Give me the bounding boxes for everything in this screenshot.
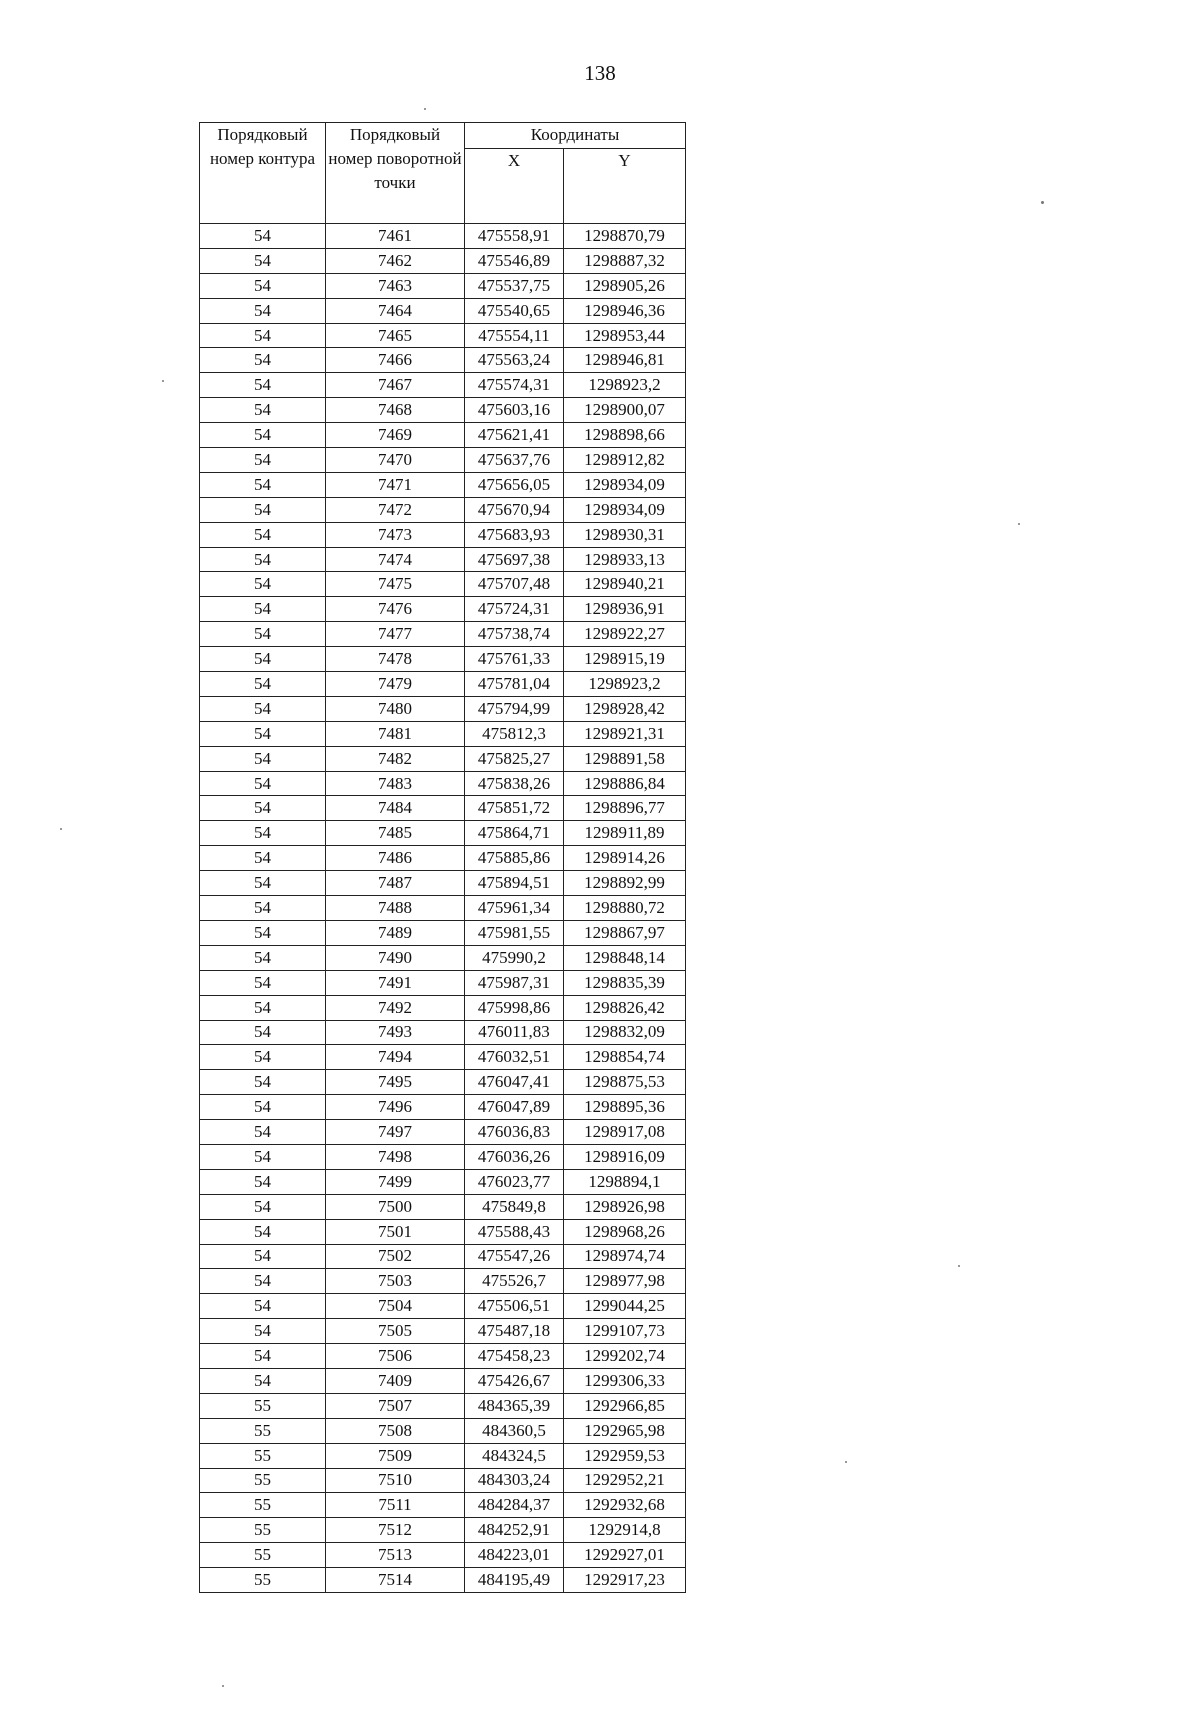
table-row (200, 472, 686, 497)
cell-x: 475621,41 (465, 423, 564, 448)
cell-x: 475574,31 (465, 373, 564, 398)
cell-x: 475851,72 (465, 796, 564, 821)
cell-contour: 54 (200, 746, 326, 771)
cell-contour: 54 (200, 1095, 326, 1120)
cell-x: 475603,16 (465, 398, 564, 423)
cell-x: 475506,51 (465, 1294, 564, 1319)
cell-y: 1292959,53 (564, 1443, 686, 1468)
cell-contour: 54 (200, 871, 326, 896)
table-row (200, 1393, 686, 1418)
table-row (200, 1070, 686, 1095)
table-row (200, 1020, 686, 1045)
scan-speck (162, 380, 164, 382)
coordinates-table (199, 122, 686, 1593)
cell-contour: 54 (200, 398, 326, 423)
cell-x: 476011,83 (465, 1020, 564, 1045)
scan-speck (1041, 201, 1044, 204)
cell-contour: 54 (200, 1194, 326, 1219)
cell-x: 475825,27 (465, 746, 564, 771)
cell-x: 476047,89 (465, 1095, 564, 1120)
table-row (200, 721, 686, 746)
table-row (200, 1244, 686, 1269)
cell-point: 7473 (326, 522, 465, 547)
cell-y: 1298946,36 (564, 298, 686, 323)
table-body (200, 224, 686, 1593)
cell-contour: 54 (200, 248, 326, 273)
cell-point: 7498 (326, 1144, 465, 1169)
table-row (200, 796, 686, 821)
table-row (200, 696, 686, 721)
cell-x: 475547,26 (465, 1244, 564, 1269)
cell-point: 7495 (326, 1070, 465, 1095)
cell-contour: 54 (200, 1020, 326, 1045)
scan-speck (60, 828, 62, 830)
cell-point: 7511 (326, 1493, 465, 1518)
scan-speck (845, 1461, 847, 1463)
cell-x: 484303,24 (465, 1468, 564, 1493)
cell-contour: 55 (200, 1493, 326, 1518)
table-row (200, 1543, 686, 1568)
cell-y: 1292914,8 (564, 1518, 686, 1543)
cell-contour: 54 (200, 647, 326, 672)
cell-contour: 54 (200, 423, 326, 448)
table-row (200, 622, 686, 647)
table-row (200, 1493, 686, 1518)
cell-y: 1298940,21 (564, 572, 686, 597)
cell-y: 1298930,31 (564, 522, 686, 547)
cell-contour: 54 (200, 448, 326, 473)
cell-y: 1298974,74 (564, 1244, 686, 1269)
header-y: Y (564, 149, 686, 224)
cell-x: 475554,11 (465, 323, 564, 348)
cell-y: 1298905,26 (564, 273, 686, 298)
cell-contour: 54 (200, 1120, 326, 1145)
table-row (200, 1219, 686, 1244)
cell-contour: 54 (200, 1144, 326, 1169)
table-row (200, 672, 686, 697)
cell-contour: 54 (200, 696, 326, 721)
cell-contour: 54 (200, 1219, 326, 1244)
table-row (200, 248, 686, 273)
cell-x: 475558,91 (465, 224, 564, 249)
cell-point: 7409 (326, 1368, 465, 1393)
table-row (200, 1269, 686, 1294)
cell-x: 484252,91 (465, 1518, 564, 1543)
cell-y: 1292966,85 (564, 1393, 686, 1418)
table-row (200, 497, 686, 522)
scan-speck (1018, 523, 1020, 525)
cell-x: 476032,51 (465, 1045, 564, 1070)
cell-contour: 54 (200, 1045, 326, 1070)
cell-contour: 55 (200, 1568, 326, 1593)
cell-contour: 54 (200, 1244, 326, 1269)
cell-y: 1298900,07 (564, 398, 686, 423)
cell-point: 7499 (326, 1169, 465, 1194)
cell-point: 7502 (326, 1244, 465, 1269)
cell-x: 475670,94 (465, 497, 564, 522)
cell-x: 475812,3 (465, 721, 564, 746)
cell-contour: 54 (200, 945, 326, 970)
cell-x: 475794,99 (465, 696, 564, 721)
table-row (200, 1443, 686, 1468)
cell-x: 475426,67 (465, 1368, 564, 1393)
cell-point: 7491 (326, 970, 465, 995)
cell-x: 475781,04 (465, 672, 564, 697)
cell-point: 7477 (326, 622, 465, 647)
cell-point: 7475 (326, 572, 465, 597)
cell-y: 1298832,09 (564, 1020, 686, 1045)
cell-contour: 54 (200, 796, 326, 821)
cell-y: 1298934,09 (564, 497, 686, 522)
cell-point: 7483 (326, 771, 465, 796)
cell-point: 7462 (326, 248, 465, 273)
cell-point: 7476 (326, 597, 465, 622)
cell-point: 7504 (326, 1294, 465, 1319)
table-row (200, 273, 686, 298)
cell-contour: 54 (200, 497, 326, 522)
cell-y: 1292927,01 (564, 1543, 686, 1568)
cell-point: 7514 (326, 1568, 465, 1593)
cell-y: 1298867,97 (564, 920, 686, 945)
cell-contour: 54 (200, 721, 326, 746)
table-row (200, 298, 686, 323)
cell-y: 1298826,42 (564, 995, 686, 1020)
cell-y: 1298892,99 (564, 871, 686, 896)
cell-contour: 54 (200, 920, 326, 945)
cell-x: 475961,34 (465, 896, 564, 921)
cell-x: 484284,37 (465, 1493, 564, 1518)
cell-point: 7465 (326, 323, 465, 348)
cell-y: 1298896,77 (564, 796, 686, 821)
cell-contour: 54 (200, 373, 326, 398)
cell-y: 1292965,98 (564, 1418, 686, 1443)
cell-point: 7510 (326, 1468, 465, 1493)
cell-point: 7503 (326, 1269, 465, 1294)
cell-point: 7505 (326, 1319, 465, 1344)
table-row (200, 348, 686, 373)
cell-point: 7464 (326, 298, 465, 323)
cell-point: 7482 (326, 746, 465, 771)
cell-point: 7489 (326, 920, 465, 945)
cell-contour: 54 (200, 995, 326, 1020)
cell-y: 1299306,33 (564, 1368, 686, 1393)
header-x: X (465, 149, 564, 224)
cell-point: 7506 (326, 1344, 465, 1369)
cell-contour: 54 (200, 597, 326, 622)
scan-speck (958, 1265, 960, 1267)
cell-point: 7490 (326, 945, 465, 970)
cell-y: 1299202,74 (564, 1344, 686, 1369)
cell-y: 1298895,36 (564, 1095, 686, 1120)
cell-y: 1298933,13 (564, 547, 686, 572)
cell-point: 7474 (326, 547, 465, 572)
cell-contour: 54 (200, 672, 326, 697)
cell-y: 1298915,19 (564, 647, 686, 672)
cell-x: 484365,39 (465, 1393, 564, 1418)
cell-point: 7500 (326, 1194, 465, 1219)
cell-y: 1298886,84 (564, 771, 686, 796)
header-contour-number: Порядковый номер контура (200, 123, 326, 224)
cell-point: 7484 (326, 796, 465, 821)
cell-x: 475537,75 (465, 273, 564, 298)
cell-x: 475849,8 (465, 1194, 564, 1219)
cell-y: 1298894,1 (564, 1169, 686, 1194)
cell-contour: 54 (200, 547, 326, 572)
table-row (200, 1368, 686, 1393)
cell-x: 475697,38 (465, 547, 564, 572)
cell-x: 475563,24 (465, 348, 564, 373)
cell-contour: 54 (200, 896, 326, 921)
table-row (200, 1319, 686, 1344)
table-row (200, 920, 686, 945)
table-row (200, 1418, 686, 1443)
table-row (200, 945, 686, 970)
table-row (200, 771, 686, 796)
cell-x: 476036,26 (465, 1144, 564, 1169)
cell-y: 1292952,21 (564, 1468, 686, 1493)
cell-x: 475683,93 (465, 522, 564, 547)
cell-point: 7508 (326, 1418, 465, 1443)
table-row (200, 1169, 686, 1194)
table-row (200, 522, 686, 547)
cell-contour: 54 (200, 821, 326, 846)
page-number: 138 (584, 61, 616, 85)
cell-x: 484360,5 (465, 1418, 564, 1443)
cell-point: 7479 (326, 672, 465, 697)
cell-point: 7466 (326, 348, 465, 373)
cell-y: 1299044,25 (564, 1294, 686, 1319)
table-row (200, 572, 686, 597)
cell-point: 7507 (326, 1393, 465, 1418)
cell-x: 484223,01 (465, 1543, 564, 1568)
cell-y: 1298968,26 (564, 1219, 686, 1244)
cell-y: 1298875,53 (564, 1070, 686, 1095)
table-row (200, 1344, 686, 1369)
cell-contour: 54 (200, 1294, 326, 1319)
cell-point: 7487 (326, 871, 465, 896)
table-row (200, 995, 686, 1020)
cell-y: 1298898,66 (564, 423, 686, 448)
cell-y: 1298953,44 (564, 323, 686, 348)
cell-y: 1298914,26 (564, 846, 686, 871)
table-row (200, 1518, 686, 1543)
cell-x: 484195,49 (465, 1568, 564, 1593)
cell-point: 7501 (326, 1219, 465, 1244)
cell-x: 475990,2 (465, 945, 564, 970)
cell-contour: 55 (200, 1468, 326, 1493)
cell-point: 7513 (326, 1543, 465, 1568)
cell-point: 7496 (326, 1095, 465, 1120)
table-row (200, 846, 686, 871)
table-row (200, 547, 686, 572)
cell-y: 1298870,79 (564, 224, 686, 249)
table-row (200, 821, 686, 846)
table-row (200, 1568, 686, 1593)
cell-x: 475864,71 (465, 821, 564, 846)
cell-point: 7480 (326, 696, 465, 721)
cell-contour: 54 (200, 771, 326, 796)
cell-x: 475707,48 (465, 572, 564, 597)
cell-point: 7481 (326, 721, 465, 746)
cell-y: 1299107,73 (564, 1319, 686, 1344)
cell-x: 475987,31 (465, 970, 564, 995)
cell-contour: 54 (200, 472, 326, 497)
cell-point: 7468 (326, 398, 465, 423)
cell-point: 7461 (326, 224, 465, 249)
cell-y: 1298934,09 (564, 472, 686, 497)
table-row (200, 1144, 686, 1169)
cell-x: 475838,26 (465, 771, 564, 796)
cell-y: 1298880,72 (564, 896, 686, 921)
cell-contour: 54 (200, 348, 326, 373)
cell-y: 1298921,31 (564, 721, 686, 746)
cell-y: 1298854,74 (564, 1045, 686, 1070)
table-row (200, 1468, 686, 1493)
table-row (200, 448, 686, 473)
cell-point: 7497 (326, 1120, 465, 1145)
cell-point: 7493 (326, 1020, 465, 1045)
cell-point: 7494 (326, 1045, 465, 1070)
table-row (200, 871, 686, 896)
cell-x: 476047,41 (465, 1070, 564, 1095)
scan-speck (424, 108, 426, 110)
cell-y: 1292932,68 (564, 1493, 686, 1518)
cell-y: 1298848,14 (564, 945, 686, 970)
cell-contour: 54 (200, 298, 326, 323)
table-row (200, 597, 686, 622)
cell-point: 7488 (326, 896, 465, 921)
table-row (200, 1045, 686, 1070)
cell-x: 475588,43 (465, 1219, 564, 1244)
cell-x: 475885,86 (465, 846, 564, 871)
table-row (200, 647, 686, 672)
cell-y: 1298916,09 (564, 1144, 686, 1169)
cell-y: 1298936,91 (564, 597, 686, 622)
cell-y: 1298923,2 (564, 373, 686, 398)
cell-x: 475546,89 (465, 248, 564, 273)
cell-x: 475656,05 (465, 472, 564, 497)
cell-y: 1298977,98 (564, 1269, 686, 1294)
scan-speck (222, 1685, 224, 1687)
cell-contour: 54 (200, 1368, 326, 1393)
cell-contour: 55 (200, 1393, 326, 1418)
cell-contour: 54 (200, 970, 326, 995)
cell-y: 1298911,89 (564, 821, 686, 846)
cell-x: 484324,5 (465, 1443, 564, 1468)
cell-y: 1298923,2 (564, 672, 686, 697)
table-row (200, 398, 686, 423)
cell-contour: 54 (200, 1319, 326, 1344)
cell-contour: 54 (200, 1269, 326, 1294)
table-row (200, 373, 686, 398)
cell-x: 476036,83 (465, 1120, 564, 1145)
table-row (200, 1120, 686, 1145)
cell-y: 1298946,81 (564, 348, 686, 373)
cell-y: 1298891,58 (564, 746, 686, 771)
cell-point: 7463 (326, 273, 465, 298)
cell-point: 7472 (326, 497, 465, 522)
table-row (200, 746, 686, 771)
table-row (200, 1194, 686, 1219)
cell-y: 1298887,32 (564, 248, 686, 273)
cell-y: 1298922,27 (564, 622, 686, 647)
table-row (200, 423, 686, 448)
cell-contour: 55 (200, 1443, 326, 1468)
table-row (200, 970, 686, 995)
cell-y: 1292917,23 (564, 1568, 686, 1593)
cell-contour: 54 (200, 622, 326, 647)
table-row (200, 1095, 686, 1120)
cell-x: 475487,18 (465, 1319, 564, 1344)
cell-x: 475637,76 (465, 448, 564, 473)
header-point-number: Порядковый номер поворотной точки (326, 123, 465, 224)
table-row (200, 896, 686, 921)
cell-x: 475540,65 (465, 298, 564, 323)
cell-x: 475458,23 (465, 1344, 564, 1369)
cell-point: 7485 (326, 821, 465, 846)
cell-point: 7469 (326, 423, 465, 448)
cell-point: 7509 (326, 1443, 465, 1468)
table-row (200, 323, 686, 348)
cell-contour: 55 (200, 1418, 326, 1443)
cell-contour: 54 (200, 323, 326, 348)
cell-y: 1298926,98 (564, 1194, 686, 1219)
cell-point: 7471 (326, 472, 465, 497)
cell-y: 1298928,42 (564, 696, 686, 721)
cell-point: 7512 (326, 1518, 465, 1543)
cell-x: 475724,31 (465, 597, 564, 622)
cell-contour: 54 (200, 1169, 326, 1194)
cell-point: 7486 (326, 846, 465, 871)
cell-y: 1298912,82 (564, 448, 686, 473)
header-coordinates: Координаты (465, 123, 686, 149)
cell-contour: 54 (200, 224, 326, 249)
cell-x: 475738,74 (465, 622, 564, 647)
cell-y: 1298917,08 (564, 1120, 686, 1145)
cell-contour: 54 (200, 572, 326, 597)
cell-contour: 54 (200, 1070, 326, 1095)
cell-x: 475761,33 (465, 647, 564, 672)
cell-contour: 54 (200, 1344, 326, 1369)
cell-x: 476023,77 (465, 1169, 564, 1194)
cell-y: 1298835,39 (564, 970, 686, 995)
cell-contour: 55 (200, 1543, 326, 1568)
cell-x: 475981,55 (465, 920, 564, 945)
cell-contour: 54 (200, 522, 326, 547)
cell-contour: 54 (200, 273, 326, 298)
cell-point: 7478 (326, 647, 465, 672)
cell-x: 475894,51 (465, 871, 564, 896)
table-row (200, 1294, 686, 1319)
cell-point: 7492 (326, 995, 465, 1020)
cell-x: 475526,7 (465, 1269, 564, 1294)
cell-point: 7467 (326, 373, 465, 398)
table-row (200, 224, 686, 249)
cell-contour: 54 (200, 846, 326, 871)
cell-point: 7470 (326, 448, 465, 473)
cell-x: 475998,86 (465, 995, 564, 1020)
cell-contour: 55 (200, 1518, 326, 1543)
